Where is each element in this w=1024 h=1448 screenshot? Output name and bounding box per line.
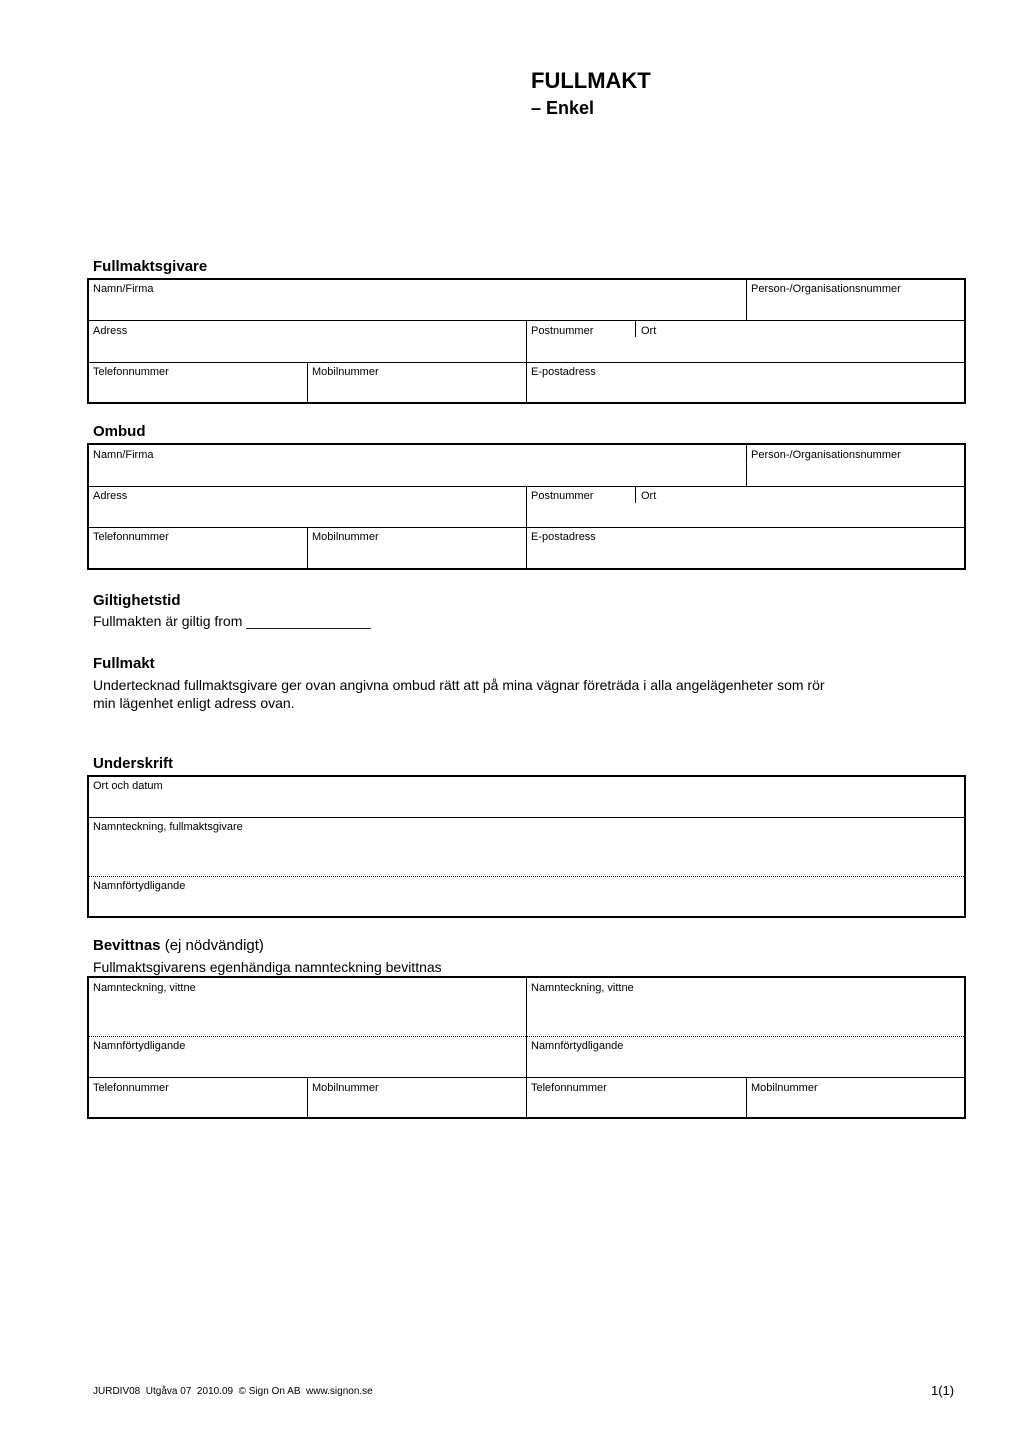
witness2-signature-field[interactable]: Namnteckning, vittne [531, 982, 634, 994]
divider [746, 1078, 747, 1119]
witness1-signature-field[interactable]: Namnteckning, vittne [93, 982, 196, 994]
fullmaktsgivare-orgnr-field[interactable]: Person-/Organisationsnummer [751, 283, 901, 295]
ombud-orgnr-field[interactable]: Person-/Organisationsnummer [751, 449, 901, 461]
page-number: 1(1) [931, 1383, 955, 1398]
divider [635, 321, 636, 337]
witness-intro-text: Fullmaktsgivarens egenhändiga namnteckning bevittnas [93, 959, 442, 975]
signature-line [89, 876, 964, 877]
witness-form-box [87, 976, 966, 1119]
ombud-form-box [87, 443, 966, 570]
divider [746, 280, 747, 321]
ombud-postnr-field[interactable]: Postnummer [531, 490, 594, 502]
name-clarification-field[interactable]: Namnförtydligande [93, 880, 186, 892]
authorization-text-line2: min lägenhet enligt adress ovan. [93, 695, 295, 711]
place-date-field[interactable]: Ort och datum [93, 780, 163, 792]
witness1-clarification-field[interactable]: Namnförtydligande [93, 1040, 186, 1052]
fullmaktsgivare-phone-field[interactable]: Telefonnummer [93, 366, 169, 378]
fullmaktsgivare-name-field[interactable]: Namn/Firma [93, 283, 154, 295]
divider [526, 487, 527, 570]
fullmaktsgivare-email-field[interactable]: E-postadress [531, 366, 596, 378]
ombud-address-field[interactable]: Adress [93, 490, 128, 502]
section-heading-fullmaktsgivare: Fullmaktsgivare [93, 258, 208, 275]
bevittnas-heading-note: (ej nödvändigt) [160, 937, 264, 954]
divider [526, 978, 527, 1119]
document-subtitle: – Enkel [531, 98, 595, 118]
section-heading-underskrift: Underskrift [93, 755, 174, 772]
fullmaktsgivare-postnr-field[interactable]: Postnummer [531, 325, 594, 337]
witness1-mobile-field[interactable]: Mobilnummer [312, 1082, 379, 1094]
document-title: FULLMAKT [531, 68, 651, 93]
divider [89, 817, 964, 818]
validity-text[interactable]: Fullmakten är giltig from ________________ [93, 613, 371, 629]
fullmaktsgivare-ort-field[interactable]: Ort [641, 325, 657, 337]
divider [635, 487, 636, 503]
divider [307, 363, 308, 404]
footer-text: JURDIV08 Utgåva 07 2010.09 © Sign On AB www.signon.se [93, 1386, 373, 1397]
signature-field[interactable]: Namnteckning, fullmaktsgivare [93, 821, 243, 833]
ombud-mobile-field[interactable]: Mobilnummer [312, 531, 379, 543]
section-heading-bevittnas [93, 937, 264, 955]
fullmaktsgivare-mobile-field[interactable]: Mobilnummer [312, 366, 379, 378]
authorization-text-line1: Undertecknad fullmaktsgivare ger ovan angivna ombud rätt att på mina vägnar företräda i alla angelägenheter som rör [93, 677, 825, 693]
ombud-email-field[interactable]: E-postadress [531, 531, 596, 543]
divider [307, 1078, 308, 1119]
bevittnas-heading-bold: Bevittnas [93, 937, 161, 954]
divider [526, 321, 527, 404]
section-heading-fullmakt: Fullmakt [93, 655, 155, 672]
section-heading-ombud: Ombud [93, 423, 146, 440]
witness2-clarification-field[interactable]: Namnförtydligande [531, 1040, 624, 1052]
fullmaktsgivare-form-box [87, 278, 966, 404]
ombud-ort-field[interactable]: Ort [641, 490, 657, 502]
witness2-mobile-field[interactable]: Mobilnummer [751, 1082, 818, 1094]
divider [746, 445, 747, 487]
signature-form-box [87, 775, 966, 918]
witness2-phone-field[interactable]: Telefonnummer [531, 1082, 607, 1094]
ombud-name-field[interactable]: Namn/Firma [93, 449, 154, 461]
witness1-phone-field[interactable]: Telefonnummer [93, 1082, 169, 1094]
section-heading-giltighetstid: Giltighetstid [93, 592, 181, 609]
ombud-phone-field[interactable]: Telefonnummer [93, 531, 169, 543]
divider [307, 528, 308, 570]
fullmaktsgivare-address-field[interactable]: Adress [93, 325, 128, 337]
